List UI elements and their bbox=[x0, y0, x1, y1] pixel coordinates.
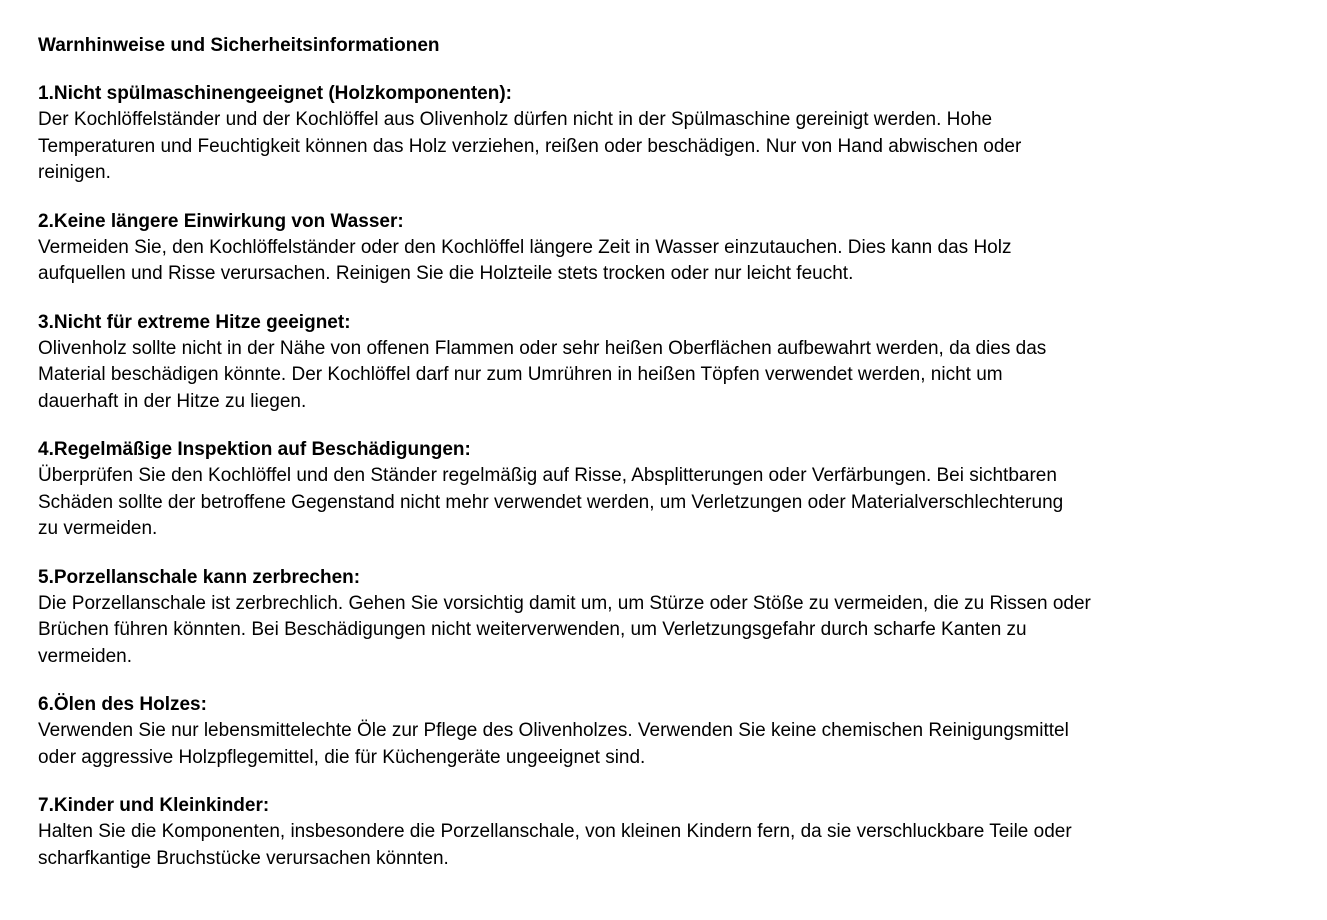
section-heading: 4.Regelmäßige Inspektion auf Beschädigungen: bbox=[38, 439, 471, 460]
section-text-line: Olivenholz sollte nicht in der Nähe von offenen Flammen oder sehr heißen Oberflächen aufbewahrt werden, da dies das bbox=[38, 337, 1047, 359]
warning-section bbox=[38, 691, 1091, 771]
section-text-line: vermeiden. bbox=[38, 645, 132, 667]
section-heading: 3.Nicht für extreme Hitze geeignet: bbox=[38, 311, 351, 333]
section-text-line: scharfkantige Bruchstücke verursachen könnten. bbox=[38, 847, 449, 869]
section-text-line: Schäden sollte der betroffene Gegenstand nicht mehr verwendet werden, um Verletzungen oder Materialverschlechterung bbox=[38, 491, 1064, 513]
warning-section bbox=[38, 208, 1091, 288]
section-text-line: Temperaturen und Feuchtigkeit können das Holz verziehen, reißen oder beschädigen. Nur von Hand abwischen oder bbox=[38, 135, 1022, 157]
section-heading: 7.Kinder und Kleinkinder: bbox=[38, 795, 270, 816]
section-text-line: Brüchen führen könnten. Bei Beschädigungen nicht weiterverwenden, um Verletzungsgefahr durch scharfe Kanten zu bbox=[38, 619, 1027, 640]
section-heading: 5.Porzellanschale kann zerbrechen: bbox=[38, 566, 361, 588]
section-text-line: zu vermeiden. bbox=[38, 518, 158, 539]
warning-section bbox=[38, 80, 1091, 187]
section-heading: 1.Nicht spülmaschinengeeignet (Holzkomponenten): bbox=[38, 83, 512, 104]
document bbox=[38, 32, 1091, 893]
warning-section bbox=[38, 436, 1091, 543]
section-text-line: Halten Sie die Komponenten, insbesondere die Porzellanschale, von kleinen Kindern fern, da sie verschluckbare Teile oder bbox=[38, 821, 1072, 842]
warning-section bbox=[38, 309, 1091, 416]
warning-section bbox=[38, 564, 1091, 671]
section-text-line: aufquellen und Risse verursachen. Reinigen Sie die Holzteile stets trocken oder nur leicht feucht. bbox=[38, 263, 854, 284]
section-text-line: Material beschädigen könnte. Der Kochlöffel darf nur zum Umrühren in heißen Töpfen verwendet werden, nicht um bbox=[38, 364, 1003, 385]
section-text-line: dauerhaft in der Hitze zu liegen. bbox=[38, 390, 307, 412]
section-heading: 6.Ölen des Holzes: bbox=[38, 694, 207, 715]
section-text-line: Die Porzellanschale ist zerbrechlich. Gehen Sie vorsichtig damit um, um Stürze oder Stöße zu vermeiden, die zu Rissen oder bbox=[38, 592, 1091, 614]
sections bbox=[38, 80, 1091, 872]
section-text-line: Vermeiden Sie, den Kochlöffelständer oder den Kochlöffel längere Zeit in Wasser einzutauchen. Dies kann das Holz bbox=[38, 236, 1012, 258]
section-text-line: Verwenden Sie nur lebensmittelechte Öle zur Pflege des Olivenholzes. Verwenden Sie keine chemischen Reinigungsmittel bbox=[38, 720, 1069, 741]
section-text-line: Überprüfen Sie den Kochlöffel und den Ständer regelmäßig auf Risse, Absplitterungen oder Verfärbungen. Bei sichtbaren bbox=[38, 465, 1057, 486]
warning-section bbox=[38, 792, 1091, 872]
document-title: Warnhinweise und Sicherheitsinformationen bbox=[38, 35, 440, 56]
section-text-line: Der Kochlöffelständer und der Kochlöffel aus Olivenholz dürfen nicht in der Spülmaschine gereinigt werden. Hohe bbox=[38, 109, 993, 130]
section-heading: 2.Keine längere Einwirkung von Wasser: bbox=[38, 210, 404, 232]
section-text-line: reinigen. bbox=[38, 162, 111, 183]
section-text-line: oder aggressive Holzpflegemittel, die für Küchengeräte ungeeignet sind. bbox=[38, 746, 646, 768]
